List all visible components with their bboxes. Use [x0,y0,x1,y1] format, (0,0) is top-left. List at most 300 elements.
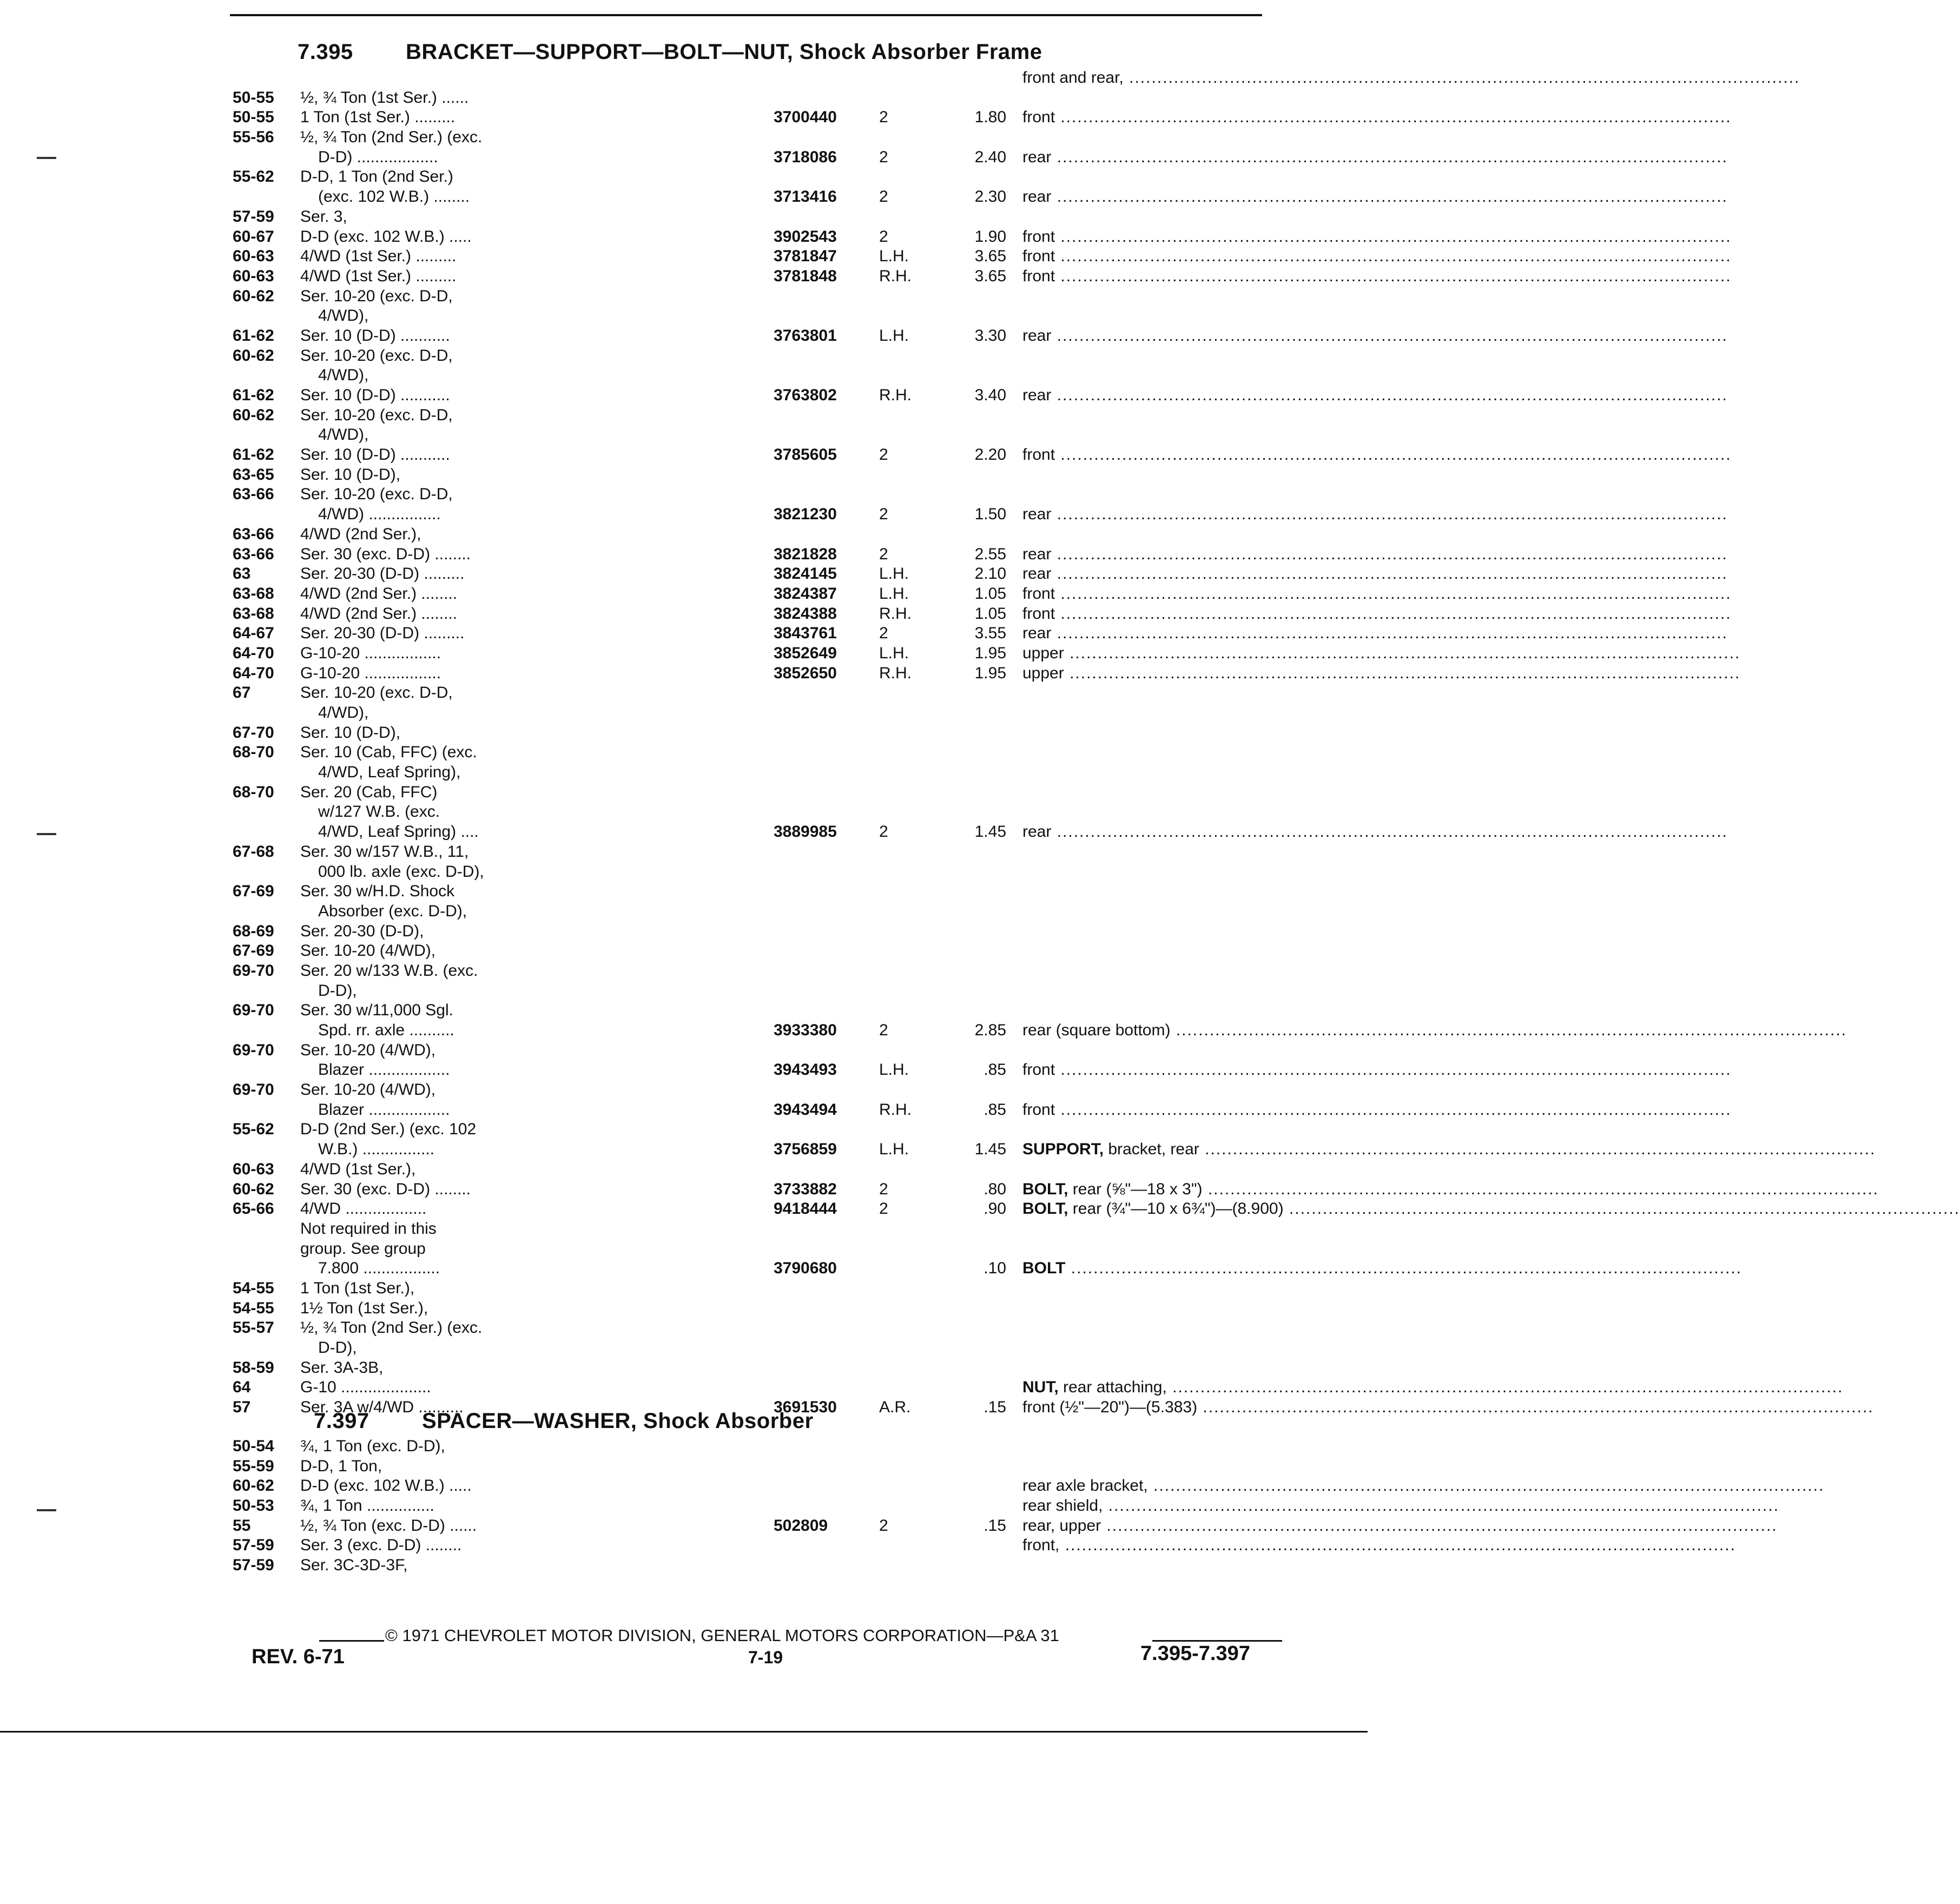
section-number: 7.395 [298,40,353,64]
model-years: 57 [233,1398,251,1417]
application: Ser. 30 w/157 W.B., 11, [300,842,469,861]
part-name [1022,227,1732,247]
application: Ser. 10-20 (exc. D-D, [300,684,453,702]
part-name [1022,1516,1778,1536]
margin-mark [37,157,56,159]
application: Ser. 10 (D-D) ........... [300,446,450,464]
price: 2.40 [974,148,1006,166]
part-name [1022,1100,1732,1120]
application: 4/WD), [318,704,369,722]
quantity: L.H. [879,247,909,266]
quantity: 2 [879,108,888,127]
part-name [1022,564,1728,584]
model-years: 60-62 [233,1180,274,1198]
dot-leader: ........................................................................................................................ [1051,188,1728,206]
application: Not required in this [300,1219,437,1238]
quantity: 2 [879,227,888,246]
table-row [233,247,1732,267]
part-name-text: rear [1022,326,1052,345]
table-row [233,167,1277,187]
quantity: L.H. [879,1140,909,1159]
model-years: 60-62 [233,1477,274,1495]
quantity: A.R. [879,1398,911,1417]
dot-leader: ........................................................................................................................ [1147,1477,1825,1495]
table-row [233,445,1732,465]
part-name-text: rear (⅝"—18 x 3") [1068,1180,1203,1198]
price: 3.40 [974,386,1006,404]
part-name [1022,822,1728,842]
application: 4/WD (1st Ser.), [300,1160,416,1178]
application: D-D), [318,1339,357,1357]
part-number: 3824145 [774,565,837,583]
part-name [1022,1060,1732,1080]
model-years: 68-70 [233,743,274,762]
model-years: 63-66 [233,485,274,504]
application: w/127 W.B. (exc. [318,803,440,821]
table-row [233,1318,1277,1338]
model-years: 64 [233,1378,251,1397]
table-row [233,961,1277,981]
part-name-text: rear attaching, [1058,1378,1167,1397]
table-row [233,1041,1277,1061]
table-row [233,902,1277,922]
model-years: 68-70 [233,783,274,801]
price: .90 [984,1200,1006,1218]
part-name [1022,326,1728,346]
model-years: 67 [233,684,251,702]
price: 1.80 [974,108,1006,127]
price: 3.55 [974,624,1006,643]
model-years: 67-68 [233,842,274,861]
part-name [1022,267,1732,287]
price: .85 [984,1061,1006,1079]
dot-leader: ........................................................................................................................ [1202,1180,1879,1198]
part-number: 3821230 [774,505,837,524]
part-number: 3843761 [774,624,837,643]
part-name [1022,187,1728,207]
application: Ser. 10-20 (4/WD), [300,942,436,960]
part-name-text: rear [1022,148,1052,166]
application: Ser. 10-20 (4/WD), [300,1081,436,1099]
table-row [233,1437,1277,1457]
price: 1.90 [974,227,1006,246]
price: .15 [984,1398,1006,1417]
model-years: 60-67 [233,227,274,246]
model-years: 64-70 [233,644,274,662]
model-years: 55-62 [233,1120,274,1139]
section-heading [314,1409,814,1433]
application: 000 lb. axle (exc. D-D), [318,862,484,881]
table-row [233,1516,1778,1536]
quantity: 2 [879,545,888,563]
table-row [233,1001,1277,1021]
application: Ser. 3A w/4/WD .......... [300,1398,464,1417]
application: ½, ¾ Ton (2nd Ser.) (exc. [300,1319,483,1337]
table-row [233,941,1277,961]
quantity: 2 [879,1021,888,1039]
part-number: 3821828 [774,545,837,563]
part-name-text: front [1022,1061,1055,1079]
price: 1.05 [974,604,1006,623]
table-row [233,1378,1844,1398]
table-row [233,187,1728,207]
part-name [1022,445,1732,465]
dot-leader: ........................................................................................................................ [1283,1200,1960,1218]
model-years: 55-62 [233,168,274,186]
part-name-bold: BOLT, [1022,1200,1068,1218]
table-row [233,1536,1736,1556]
table-row [233,763,1277,783]
part-number: 3781847 [774,247,837,266]
part-name [1022,664,1741,684]
part-name-text: rear [1022,505,1052,524]
part-number: 3943494 [774,1100,837,1119]
quantity: R.H. [879,664,912,682]
application: ½, ¾ Ton (2nd Ser.) (exc. [300,128,483,147]
part-number: 3902543 [774,227,837,246]
section-title: SPACER—WASHER, Shock Absorber [422,1409,814,1433]
part-number: 3756859 [774,1140,837,1159]
part-name-text: rear axle bracket, [1022,1477,1148,1495]
part-number: 3763802 [774,386,837,404]
application: Ser. 20 (Cab, FFC) [300,783,438,801]
price: 1.45 [974,823,1006,841]
parts-table [233,1437,1825,1576]
quantity: L.H. [879,1061,909,1079]
price: .15 [984,1516,1006,1535]
quantity: 2 [879,505,888,524]
table-row [233,1556,1277,1576]
part-number: 3691530 [774,1398,837,1417]
application: Ser. 20-30 (D-D), [300,922,424,940]
part-name [1022,584,1732,604]
model-years: 54-55 [233,1279,274,1297]
table-row [233,1279,1277,1299]
dot-leader: ........................................................................................................................ [1051,545,1728,563]
part-number: 3824387 [774,584,837,603]
part-name [1022,624,1728,644]
part-name-text: front [1022,247,1055,266]
dot-leader: ........................................................................................................................ [1055,446,1732,464]
part-name [1022,1496,1779,1516]
model-years: 63-66 [233,525,274,543]
model-years: 55-57 [233,1319,274,1337]
table-row [233,1299,1277,1319]
model-years: 69-70 [233,1041,274,1059]
price: 1.05 [974,584,1006,603]
quantity: L.H. [879,584,909,603]
model-years: 50-54 [233,1437,274,1455]
application: Ser. 30 (exc. D-D) ........ [300,1180,471,1198]
table-row [233,1476,1825,1496]
table-row [233,306,1277,326]
part-name [1022,1378,1844,1398]
price: 1.95 [974,664,1006,682]
application: D-D, 1 Ton, [300,1457,382,1475]
part-name [1022,148,1728,168]
model-years: 63-65 [233,465,274,484]
price: 1.50 [974,505,1006,524]
part-name-text: front [1022,1100,1055,1119]
part-number: 3785605 [774,446,837,464]
application: ½, ¾ Ton (exc. D-D) ...... [300,1516,477,1535]
parts-table [233,68,1960,1418]
dot-leader: ........................................................................................................................ [1055,267,1732,285]
dot-leader: ........................................................................................................................ [1051,505,1728,524]
part-name-text: front [1022,446,1055,464]
part-number: 3933380 [774,1021,837,1039]
part-name-text: front [1022,584,1055,603]
table-row [233,366,1277,386]
application: G-10-20 ................. [300,664,441,682]
part-name [1022,108,1732,128]
dot-leader: ........................................................................................................................ [1166,1378,1844,1397]
part-name-text: rear shield, [1022,1497,1103,1515]
application: ½, ¾ Ton (1st Ser.) ...... [300,88,469,107]
model-years: 55-56 [233,128,274,147]
table-row [233,703,1277,723]
part-name-text: rear [1022,545,1052,563]
model-years: 63-68 [233,604,274,623]
quantity: L.H. [879,326,909,345]
dot-leader: ........................................................................................................................ [1199,1140,1876,1159]
part-name-text: upper [1022,664,1064,682]
revision-label: REV. 6-71 [252,1645,345,1668]
part-name-text: rear [1022,823,1052,841]
quantity: 2 [879,624,888,643]
table-row [233,922,1277,942]
dot-leader: ........................................................................................................................ [1101,1516,1778,1535]
application: 4/WD (2nd Ser.) ........ [300,604,458,623]
dot-leader: ........................................................................................................................ [1170,1021,1847,1039]
application: 4/WD (2nd Ser.), [300,525,421,543]
table-row [233,1457,1277,1477]
price: 1.45 [974,1140,1006,1159]
part-number: 3852650 [774,664,837,682]
margin-mark [37,1509,56,1511]
price: 2.20 [974,446,1006,464]
part-name [1022,644,1741,664]
price: 2.10 [974,565,1006,583]
dot-leader: ........................................................................................................................ [1051,148,1728,166]
application: (exc. 102 W.B.) ........ [318,188,470,206]
part-number: 3790680 [774,1259,837,1278]
part-name-text: rear [1022,565,1052,583]
model-years: 60-63 [233,267,274,285]
table-row [233,1120,1277,1140]
table-row [233,862,1277,882]
top-rule [230,14,1262,16]
table-row [233,505,1728,525]
part-name [1022,68,1800,88]
part-name [1022,505,1728,525]
table-row [233,68,1800,88]
model-years: 67-69 [233,882,274,901]
application: 1 Ton (1st Ser.) ......... [300,108,456,127]
table-row [233,604,1732,624]
part-name-text: front [1022,108,1055,127]
part-name-bold: BOLT, [1022,1180,1068,1198]
part-name-text: rear, upper [1022,1516,1101,1535]
application: D-D (exc. 102 W.B.) ..... [300,227,472,246]
application: Ser. 10-20 (exc. D-D, [300,406,453,424]
application: Blazer .................. [318,1061,450,1079]
table-row [233,227,1732,247]
model-years: 50-55 [233,108,274,127]
model-years: 67-69 [233,942,274,960]
application: D-D (exc. 102 W.B.) ..... [300,1477,472,1495]
part-number: 3852649 [774,644,837,662]
table-row [233,822,1728,842]
application: ¾, 1 Ton (exc. D-D), [300,1437,445,1455]
application: D-D) .................. [318,148,438,166]
table-row [233,386,1728,406]
footer-rule-left [319,1640,384,1642]
application: 4/WD (1st Ser.) ......... [300,247,457,266]
part-name-text: front, [1022,1536,1060,1555]
model-years: 55-59 [233,1457,274,1475]
part-number: 502809 [774,1516,828,1535]
application: Ser. 20-30 (D-D) ......... [300,624,465,643]
dot-leader: ........................................................................................................................ [1055,1061,1732,1079]
table-row [233,1021,1847,1041]
section-title: BRACKET—SUPPORT—BOLT—NUT, Shock Absorber Frame [406,40,1042,64]
table-row [233,1060,1732,1080]
table-row [233,802,1277,822]
part-name-text: rear [1022,624,1052,643]
part-name-text: rear [1022,386,1052,404]
price: .85 [984,1100,1006,1119]
application: Ser. 30 w/H.D. Shock [300,882,455,901]
table-row [233,545,1728,565]
dot-leader: ........................................................................................................................ [1055,247,1732,266]
model-years: 64-67 [233,624,274,643]
application: Blazer .................. [318,1100,450,1119]
model-years: 60-63 [233,1160,274,1178]
application: ¾, 1 Ton ............... [300,1497,434,1515]
application: Ser. 3, [300,207,347,226]
table-row [233,1338,1277,1358]
application: Ser. 3A-3B, [300,1358,384,1377]
dot-leader: ........................................................................................................................ [1064,664,1741,682]
quantity: 2 [879,188,888,206]
dot-leader: ........................................................................................................................ [1055,604,1732,623]
table-row [233,1259,1742,1279]
copyright-line: © 1971 CHEVROLET MOTOR DIVISION, GENERAL MOTORS CORPORATION—P&A 31 [385,1626,1059,1645]
part-name [1022,386,1728,406]
table-row [233,1180,1879,1200]
model-years: 63-68 [233,584,274,603]
application: 4/WD), [318,366,369,385]
dot-leader: ........................................................................................................................ [1051,624,1728,643]
application: Ser. 20-30 (D-D) ......... [300,565,465,583]
part-name-text: front [1022,227,1055,246]
table-row [233,1219,1277,1239]
application: 4/WD .................. [300,1200,427,1218]
dot-leader: ........................................................................................................................ [1051,565,1728,583]
model-years: 61-62 [233,446,274,464]
application: 4/WD) ................ [318,505,441,524]
dot-leader: ........................................................................................................................ [1123,69,1800,87]
bottom-rule [0,1731,1368,1733]
application: Ser. 10 (D-D) ........... [300,386,450,404]
table-row [233,743,1277,763]
model-years: 69-70 [233,961,274,980]
part-number: 9418444 [774,1200,837,1218]
part-number: 3781848 [774,267,837,285]
application: Ser. 10 (D-D), [300,465,401,484]
part-name [1022,1259,1742,1279]
part-name [1022,1021,1847,1041]
part-name-bold: SUPPORT, [1022,1140,1104,1159]
part-number: 3733882 [774,1180,837,1198]
quantity: 2 [879,823,888,841]
quantity: 2 [879,1516,888,1535]
part-number: 3943493 [774,1061,837,1079]
part-name [1022,545,1728,565]
price: 2.85 [974,1021,1006,1039]
table-row [233,564,1728,584]
dot-leader: ........................................................................................................................ [1051,326,1728,345]
table-row [233,108,1732,128]
margin-mark [37,833,56,835]
part-number: 3700440 [774,108,837,127]
dot-leader: ........................................................................................................................ [1055,227,1732,246]
price: 3.65 [974,267,1006,285]
section-number: 7.397 [314,1409,369,1433]
application: Ser. 20 w/133 W.B. (exc. [300,961,478,980]
part-name [1022,1536,1736,1556]
application: W.B.) ................ [318,1140,435,1159]
table-row [233,584,1732,604]
table-row [233,406,1277,426]
application: Ser. 3 (exc. D-D) ........ [300,1536,462,1555]
part-name-bold: BOLT [1022,1259,1066,1278]
application: Absorber (exc. D-D), [318,902,467,920]
application: D-D), [318,981,357,1000]
price: 2.55 [974,545,1006,563]
dot-leader: ........................................................................................................................ [1055,1100,1732,1119]
dot-leader: ........................................................................................................................ [1051,823,1728,841]
part-name-text: upper [1022,644,1064,662]
model-years: 61-62 [233,326,274,345]
quantity: 2 [879,148,888,166]
application: Ser. 30 w/11,000 Sgl. [300,1001,453,1020]
application: 1 Ton (1st Ser.), [300,1279,415,1297]
part-name-text: front (½"—20")—(5.383) [1022,1398,1198,1417]
table-row [233,683,1277,703]
dot-leader: ........................................................................................................................ [1197,1398,1874,1417]
application: Spd. rr. axle .......... [318,1021,454,1039]
table-row [233,1239,1277,1259]
table-row [233,882,1277,902]
table-row [233,207,1277,227]
application: 4/WD), [318,307,369,325]
dot-leader: ........................................................................................................................ [1059,1536,1736,1555]
price: 3.65 [974,247,1006,266]
part-name [1022,247,1732,267]
application: group. See group [300,1239,426,1258]
model-years: 63-66 [233,545,274,563]
application: 1½ Ton (1st Ser.), [300,1299,428,1317]
model-years: 60-62 [233,287,274,305]
model-years: 57-59 [233,1536,274,1555]
application: Ser. 10 (Cab, FFC) (exc. [300,743,477,762]
table-row [233,624,1728,644]
application: Ser. 10 (D-D) ........... [300,326,450,345]
part-name [1022,1180,1879,1200]
price: .10 [984,1259,1006,1278]
